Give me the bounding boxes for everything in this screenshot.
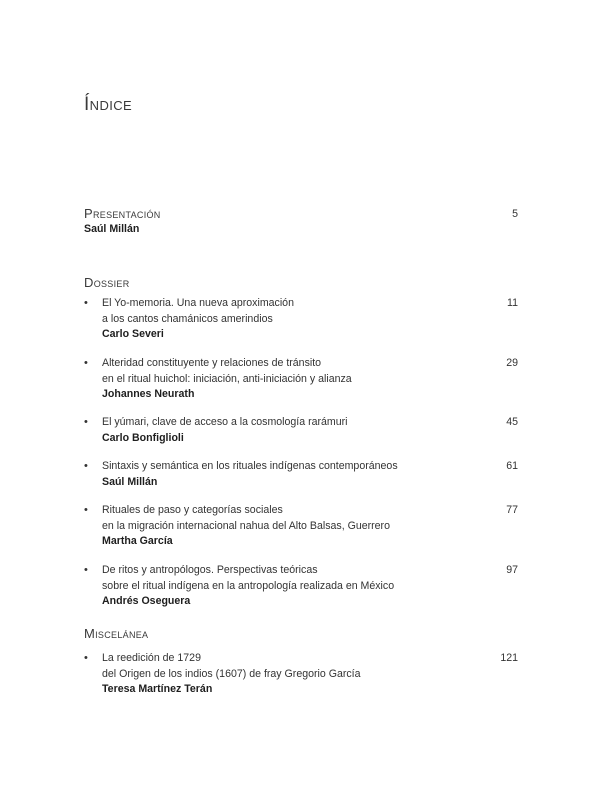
entry-author: Martha García (102, 535, 173, 547)
entry-page-number: 61 (506, 460, 518, 472)
entry-author: Teresa Martínez Terán (102, 683, 213, 695)
entry-page-number: 5 (512, 208, 518, 220)
bullet-icon: • (84, 357, 88, 369)
entry-title-line: El yúmari, clave de acceso a la cosmología rarámuri (102, 416, 348, 428)
entry-page-number: 77 (506, 504, 518, 516)
bullet-icon: • (84, 652, 88, 664)
entry-page-number: 45 (506, 416, 518, 428)
toc-entry[interactable] (84, 415, 518, 446)
toc-entry[interactable] (84, 296, 518, 342)
bullet-icon: • (84, 416, 88, 428)
entry-title-line: en la migración internacional nahua del Alto Balsas, Guerrero (102, 519, 390, 532)
entry-author: Andrés Oseguera (102, 595, 191, 607)
toc-entry[interactable] (84, 503, 518, 549)
entry-title-line: Alteridad constituyente y relaciones de tránsito (102, 357, 322, 369)
entry-title-line: De ritos y antropólogos. Perspectivas teóricas (102, 564, 318, 576)
section-heading-miscelanea: Miscelánea (84, 626, 149, 641)
bullet-icon: • (84, 297, 88, 309)
entry-author: Johannes Neurath (102, 388, 195, 400)
entry-title-line: Rituales de paso y categorías sociales (102, 504, 283, 516)
entry-title-line: La reedición de 1729 (102, 652, 201, 664)
entry-title-line: El Yo-memoria. Una nueva aproximación (102, 297, 294, 309)
entry-page-number: 11 (507, 297, 518, 309)
toc-entry[interactable] (84, 651, 518, 697)
bullet-icon: • (84, 460, 88, 472)
entry-author: Carlo Severi (102, 328, 164, 340)
entry-author: Saúl Millán (102, 475, 158, 488)
entry-title-line: a los cantos chamánicos amerindios (102, 312, 273, 325)
entry-page-number: 29 (506, 357, 518, 369)
bullet-icon: • (84, 564, 88, 576)
entry-author: Carlo Bonfiglioli (102, 431, 184, 444)
entry-author: Saúl Millán (84, 223, 140, 235)
entry-page-number: 97 (506, 564, 518, 576)
bullet-icon: • (84, 504, 88, 516)
toc-entry[interactable] (84, 563, 518, 609)
section-heading-presentacion: Presentación (84, 206, 161, 221)
entry-title-line: en el ritual huichol: iniciación, anti-iniciación y alianza (102, 372, 352, 385)
entry-title-line: del Origen de los indios (1607) de fray Gregorio García (102, 667, 361, 680)
toc-entry[interactable] (84, 356, 518, 402)
entry-title-line: sobre el ritual indígena en la antropología realizada en México (102, 579, 395, 592)
section-heading-dossier: Dossier (84, 275, 130, 290)
entry-title-line: Sintaxis y semántica en los rituales indígenas contemporáneos (102, 460, 398, 472)
page-title: Índice (84, 94, 133, 115)
toc-entry[interactable] (84, 459, 518, 490)
entry-page-number: 121 (500, 652, 518, 664)
